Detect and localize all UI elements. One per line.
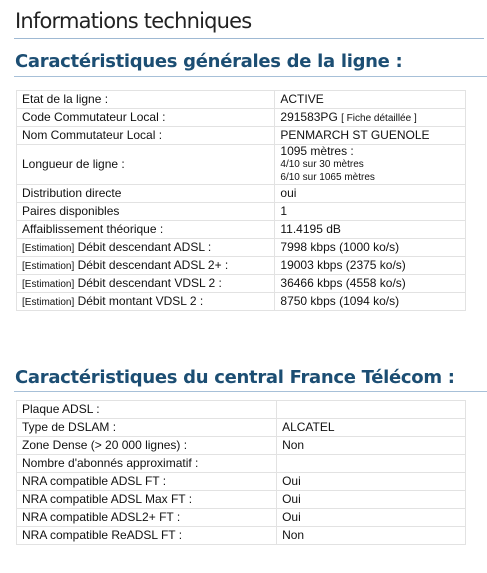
section-title-line-characteristics: Caractéristiques générales de la ligne : xyxy=(15,51,403,72)
row-label: Débit descendant ADSL 2+ : xyxy=(74,257,229,272)
section-divider xyxy=(14,76,487,77)
table-row xyxy=(17,145,466,185)
table-row xyxy=(17,293,466,311)
row-label: NRA compatible ADSL2+ FT : xyxy=(17,509,277,527)
page-title: Informations techniques xyxy=(15,9,252,33)
row-value: 8750 kbps (1094 ko/s) xyxy=(275,293,466,311)
table-row xyxy=(17,455,466,473)
table-row xyxy=(17,509,466,527)
estimation-tag: [Estimation] xyxy=(22,260,75,272)
row-value: 1095 mètres : xyxy=(280,144,354,158)
table-row xyxy=(17,203,466,221)
estimation-tag: [Estimation] xyxy=(22,242,75,254)
row-label: Zone Dense (> 20 000 lignes) : xyxy=(17,437,277,455)
row-value: Oui xyxy=(277,509,466,527)
row-value: 19003 kbps (2375 ko/s) xyxy=(275,257,466,275)
table-row xyxy=(17,109,466,127)
row-value: Non xyxy=(277,437,466,455)
row-value: 11.4195 dB xyxy=(275,221,466,239)
central-characteristics-table xyxy=(16,400,466,545)
table-row xyxy=(17,185,466,203)
row-value: 291583PG xyxy=(280,109,338,124)
row-value: ACTIVE xyxy=(275,91,466,109)
row-value xyxy=(277,455,466,473)
row-label: Affaiblissement théorique : xyxy=(17,221,275,239)
row-label: Distribution directe xyxy=(17,185,275,203)
row-label: Débit descendant ADSL : xyxy=(74,239,212,254)
title-divider xyxy=(14,38,484,39)
section-divider xyxy=(14,391,487,392)
row-label: Débit descendant VDSL 2 : xyxy=(74,275,222,290)
table-row xyxy=(17,257,466,275)
row-value: 1 xyxy=(275,203,466,221)
row-value: 7998 kbps (1000 ko/s) xyxy=(275,239,466,257)
row-label: NRA compatible ADSL Max FT : xyxy=(17,491,277,509)
estimation-tag: [Estimation] xyxy=(22,278,75,290)
table-row xyxy=(17,419,466,437)
table-row xyxy=(17,473,466,491)
row-label: Nombre d'abonnés approximatif : xyxy=(17,455,277,473)
detail-sheet-link[interactable]: [ Fiche détaillée ] xyxy=(341,112,417,124)
estimation-tag: [Estimation] xyxy=(22,296,75,308)
section-title-central-characteristics: Caractéristiques du central France Télécom : xyxy=(15,367,455,388)
line-segment-1: 4/10 sur 30 mètres xyxy=(280,159,364,170)
row-label: Débit montant VDSL 2 : xyxy=(74,293,204,308)
row-label: Code Commutateur Local : xyxy=(17,109,275,127)
table-row xyxy=(17,275,466,293)
row-label: Plaque ADSL : xyxy=(17,401,277,419)
row-label: Paires disponibles xyxy=(17,203,275,221)
row-value: Oui xyxy=(277,473,466,491)
table-row xyxy=(17,491,466,509)
row-label: NRA compatible ADSL FT : xyxy=(17,473,277,491)
table-row xyxy=(17,221,466,239)
table-row xyxy=(17,239,466,257)
line-characteristics-table xyxy=(16,90,466,311)
table-row xyxy=(17,527,466,545)
line-segment-2: 6/10 sur 1065 mètres xyxy=(280,172,375,183)
row-label: Etat de la ligne : xyxy=(17,91,275,109)
table-row xyxy=(17,127,466,145)
row-value: 36466 kbps (4558 ko/s) xyxy=(275,275,466,293)
row-label: NRA compatible ReADSL FT : xyxy=(17,527,277,545)
row-value: Non xyxy=(277,527,466,545)
row-label: Nom Commutateur Local : xyxy=(17,127,275,145)
table-row xyxy=(17,437,466,455)
row-value: oui xyxy=(275,185,466,203)
table-row xyxy=(17,401,466,419)
row-label: Longueur de ligne : xyxy=(17,145,275,185)
row-value xyxy=(277,401,466,419)
row-value: Oui xyxy=(277,491,466,509)
row-label: Type de DSLAM : xyxy=(17,419,277,437)
table-row xyxy=(17,91,466,109)
row-value: ALCATEL xyxy=(277,419,466,437)
row-value: PENMARCH ST GUENOLE xyxy=(275,127,466,145)
